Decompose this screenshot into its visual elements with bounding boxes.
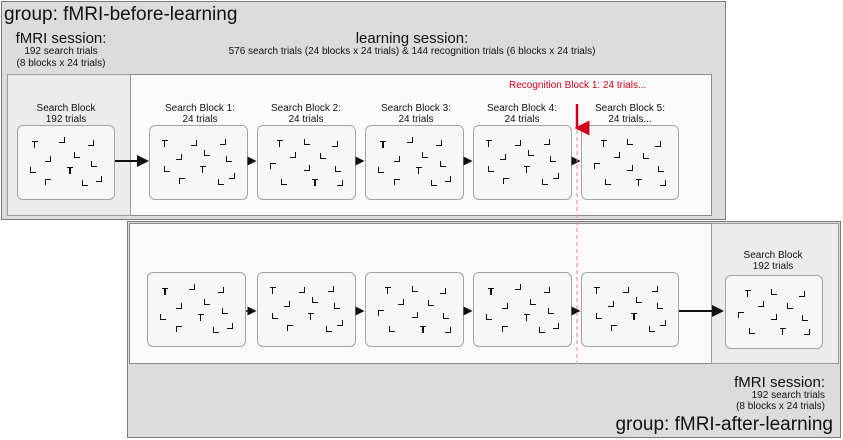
search-stimulus <box>515 284 521 290</box>
search-stimulus <box>440 161 446 167</box>
search-stimulus <box>658 166 664 172</box>
search-stimulus <box>328 286 334 292</box>
search-stimulus <box>308 313 314 319</box>
search-stimulus <box>627 165 633 171</box>
search-stimulus <box>515 140 521 146</box>
search-stimulus <box>443 313 449 319</box>
learning-block-3-title: Search Block 3: <box>380 103 452 114</box>
search-stimulus <box>213 327 219 333</box>
search-stimulus <box>30 167 36 173</box>
search-stimulus <box>45 179 51 185</box>
search-stimulus <box>596 313 602 319</box>
search-stimulus <box>304 165 310 171</box>
search-stimulus <box>652 286 658 292</box>
search-stimulus <box>270 287 276 293</box>
search-stimulus <box>272 313 278 319</box>
search-stimulus <box>335 166 341 172</box>
search-stimulus <box>32 141 38 147</box>
search-block-after-trials: 192 trials <box>752 261 794 272</box>
search-stimulus <box>428 300 434 306</box>
search-stimulus <box>502 303 508 309</box>
search-stimulus <box>378 310 384 316</box>
search-stimulus <box>220 139 226 145</box>
search-stimulus <box>528 150 534 156</box>
search-stimulus <box>304 139 310 145</box>
search-stimulus <box>660 320 666 326</box>
search-stimulus <box>74 152 80 158</box>
search-stimulus <box>486 314 492 320</box>
group-before-title: group: fMRI-before-learning <box>4 4 238 25</box>
search-stimulus <box>176 303 182 309</box>
search-stimulus <box>162 140 168 146</box>
search-stimulus <box>326 326 332 332</box>
search-stimulus <box>299 287 305 293</box>
search-block-after-title: Search Block <box>743 250 803 261</box>
search-stimulus <box>204 150 210 156</box>
search-stimulus <box>503 178 509 184</box>
search-stimulus <box>164 166 170 172</box>
search-stimulus <box>524 314 530 320</box>
search-stimulus <box>749 328 755 334</box>
learning-session-title: learning session: <box>355 30 469 47</box>
search-stimulus <box>398 299 404 305</box>
search-stimulus <box>277 140 283 146</box>
search-stimulus <box>488 166 494 172</box>
learning-block-2-trials: 24 trials <box>288 114 324 125</box>
search-stimulus <box>486 140 492 146</box>
search-stimulus <box>337 180 343 186</box>
learning-block-5-title: Search Block 5: <box>594 103 666 114</box>
search-stimulus <box>601 140 607 146</box>
search-stimulus <box>771 314 777 320</box>
search-stimulus <box>745 290 751 296</box>
fmri-session-before-title: fMRI session: <box>15 30 107 47</box>
search-stimulus <box>631 313 637 319</box>
search-stimulus <box>771 289 777 295</box>
search-stimulus <box>229 173 235 179</box>
search-block-before-title: Search Block <box>36 103 96 114</box>
search-stimulus <box>394 156 400 162</box>
search-stimulus <box>204 299 210 305</box>
search-stimulus <box>544 139 550 145</box>
search-stimulus <box>96 176 102 182</box>
search-stimulus <box>605 179 611 185</box>
search-stimulus <box>488 288 494 294</box>
search-stimulus <box>420 326 426 332</box>
search-stimulus <box>542 179 548 185</box>
search-stimulus <box>553 323 559 329</box>
search-stimulus <box>780 328 786 334</box>
learning-block-3-trials: 24 trials <box>398 114 434 125</box>
search-stimulus <box>553 173 559 179</box>
search-stimulus <box>189 284 195 290</box>
search-stimulus <box>59 137 65 143</box>
search-stimulus <box>91 161 97 167</box>
search-stimulus <box>284 301 290 307</box>
search-stimulus <box>440 288 446 294</box>
fmri-session-after-line2: (8 blocks x 24 trials) <box>736 401 825 412</box>
search-stimulus <box>385 287 391 293</box>
search-stimulus <box>45 156 51 162</box>
search-stimulus <box>380 141 386 147</box>
search-stimulus <box>416 167 422 173</box>
search-stimulus <box>312 179 318 185</box>
learning-block-1-trials: 24 trials <box>182 114 218 125</box>
search-stimulus <box>422 152 428 158</box>
search-stimulus <box>67 167 73 173</box>
search-stimulus <box>281 179 287 185</box>
search-stimulus <box>312 297 318 303</box>
search-stimulus <box>287 325 293 331</box>
search-stimulus <box>162 288 168 294</box>
search-stimulus <box>594 163 600 169</box>
search-stimulus <box>758 301 764 307</box>
search-stimulus <box>502 326 508 332</box>
search-stimulus <box>636 297 642 303</box>
recognition-block-label: Recognition Block 1: 24 trials... <box>509 80 647 91</box>
search-stimulus <box>200 166 206 172</box>
search-stimulus <box>290 152 296 158</box>
search-stimulus <box>218 287 224 293</box>
search-stimulus <box>799 291 805 297</box>
search-stimulus <box>176 154 182 160</box>
search-stimulus <box>378 167 384 173</box>
search-stimulus <box>649 326 655 332</box>
search-stimulus <box>176 326 182 332</box>
learning-block-2-title: Search Block 2: <box>270 103 342 114</box>
search-stimulus <box>548 308 554 314</box>
search-stimulus <box>802 315 808 321</box>
search-stimulus <box>431 180 437 186</box>
search-stimulus <box>198 314 204 320</box>
search-stimulus <box>226 156 232 162</box>
search-stimulus <box>627 139 633 145</box>
learning-session-subtitle: 576 search trials (24 blocks x 24 trials) & 144 recognition trials (6 blocks x 24 trials) <box>228 46 596 57</box>
group-after-title: group: fMRI-after-learning <box>615 414 833 435</box>
search-stimulus <box>407 137 413 143</box>
search-stimulus <box>738 312 744 318</box>
search-stimulus <box>160 314 166 320</box>
search-stimulus <box>550 156 556 162</box>
search-block-before-trials: 192 trials <box>45 114 87 125</box>
search-stimulus <box>594 287 600 293</box>
fmri-session-before-line1: 192 search trials <box>24 46 98 57</box>
search-stimulus <box>655 141 661 147</box>
learning-block-4-trials: 24 trials <box>504 114 540 125</box>
search-stimulus <box>88 140 94 146</box>
search-stimulus <box>544 287 550 293</box>
search-stimulus <box>611 325 617 331</box>
search-stimulus <box>500 154 506 160</box>
search-stimulus <box>227 323 233 329</box>
search-stimulus <box>394 179 400 185</box>
search-stimulus <box>539 327 545 333</box>
learning-block-1-title: Search Block 1: <box>164 103 236 114</box>
search-stimulus <box>608 301 614 307</box>
search-stimulus <box>332 141 338 147</box>
search-stimulus <box>614 152 620 158</box>
search-stimulus <box>445 327 451 333</box>
search-stimulus <box>191 140 197 146</box>
search-stimulus <box>412 286 418 292</box>
search-stimulus <box>623 287 629 293</box>
search-stimulus <box>524 166 530 172</box>
search-stimulus <box>218 179 224 185</box>
search-stimulus <box>412 312 418 318</box>
search-stimulus <box>222 308 228 314</box>
search-stimulus <box>657 303 663 309</box>
search-stimulus <box>636 179 642 185</box>
search-stimulus <box>660 180 666 186</box>
fmri-session-before-line2: (8 blocks x 24 trials) <box>16 58 106 69</box>
search-stimulus <box>787 303 793 309</box>
search-stimulus <box>179 178 185 184</box>
search-stimulus <box>334 303 340 309</box>
search-stimulus <box>337 320 343 326</box>
learning-block-4-title: Search Block 4: <box>486 103 558 114</box>
search-stimulus <box>389 326 395 332</box>
search-stimulus <box>320 153 326 159</box>
fmri-session-after-line1: 192 search trials <box>751 390 825 401</box>
search-stimulus <box>270 163 276 169</box>
learning-block-5-trials: 24 trials... <box>608 114 652 125</box>
search-stimulus <box>804 329 810 335</box>
search-stimulus <box>643 153 649 159</box>
search-stimulus <box>530 299 536 305</box>
search-stimulus <box>445 176 451 182</box>
fmri-session-after-title: fMRI session: <box>734 374 825 391</box>
search-stimulus <box>436 140 442 146</box>
search-stimulus <box>82 180 88 186</box>
